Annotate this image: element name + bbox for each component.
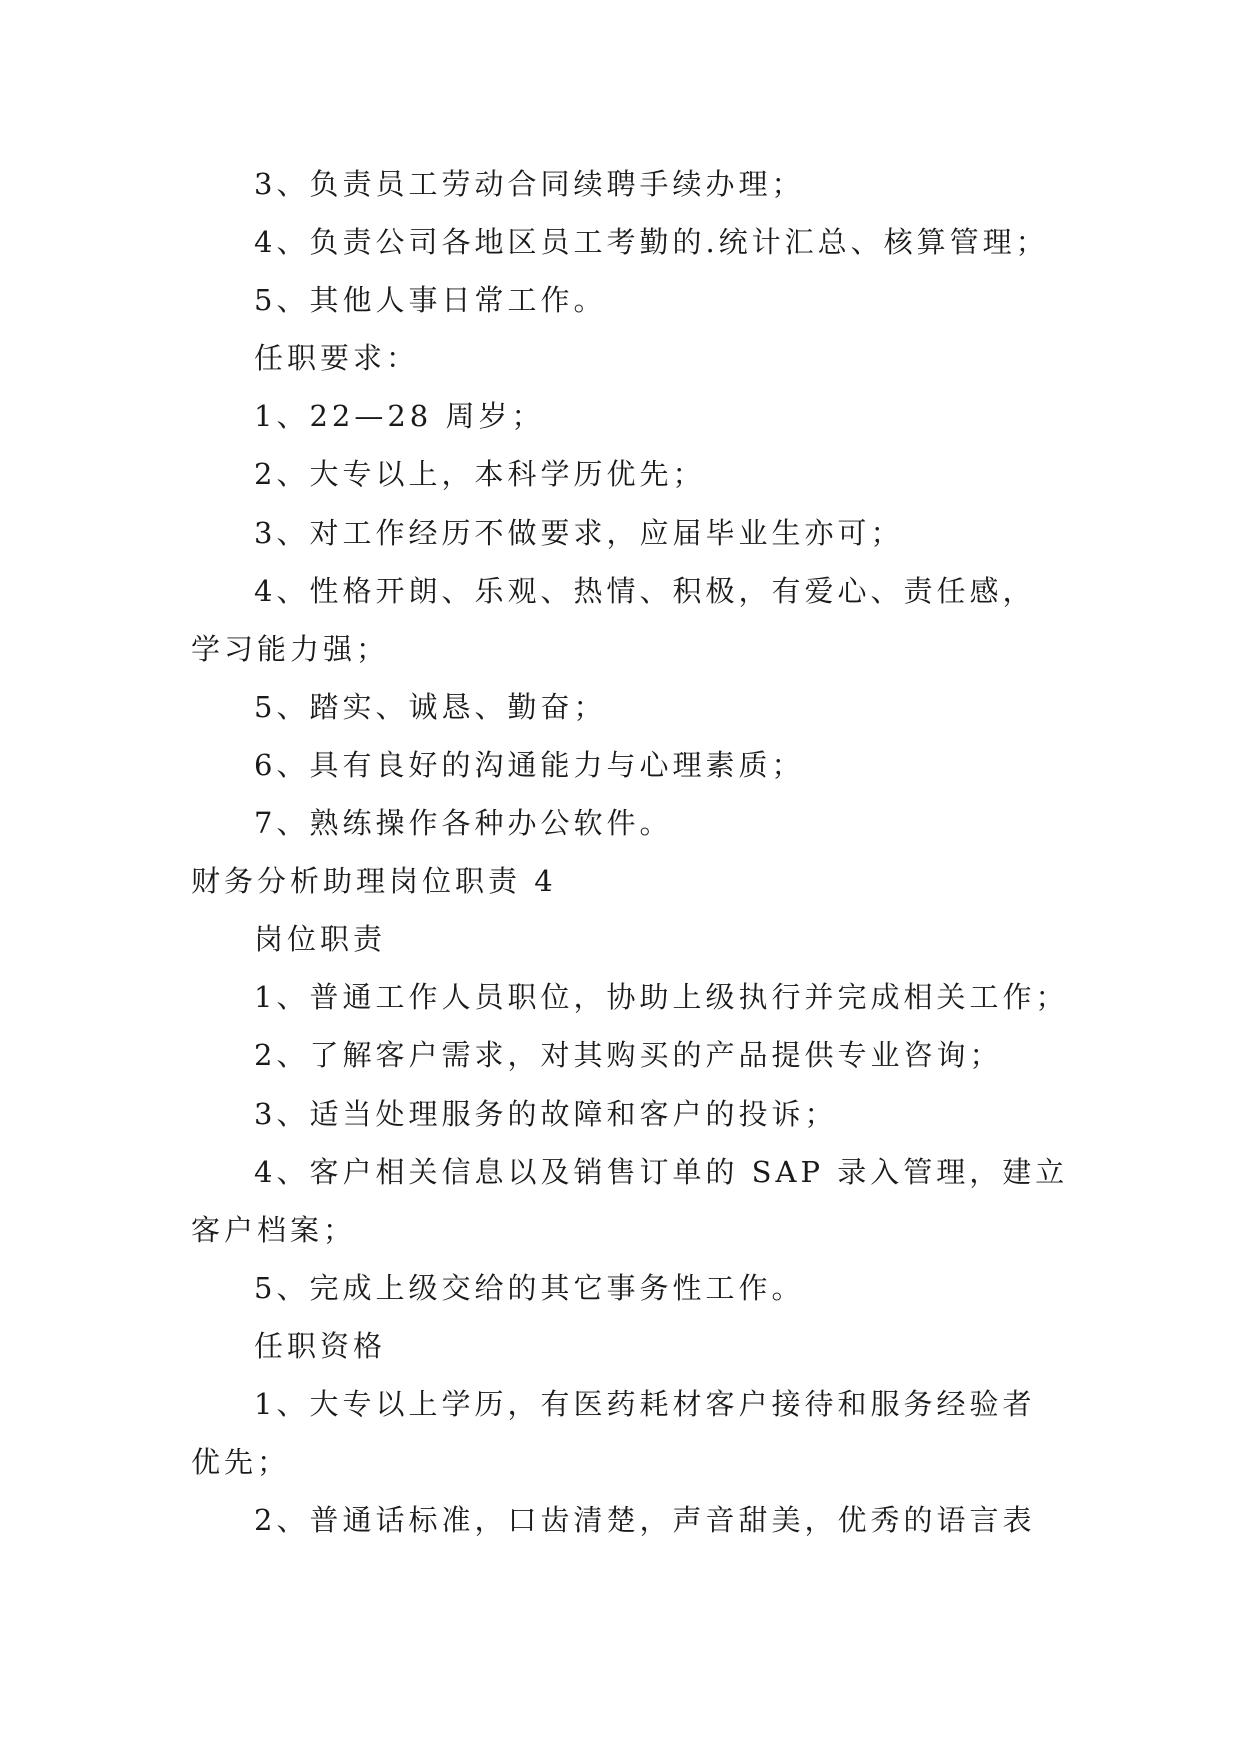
section-label: 任职要求： bbox=[254, 341, 420, 376]
text-line-continuation: 学习能力强； bbox=[191, 631, 390, 666]
text-line: 3、负责员工劳动合同续聘手续办理； bbox=[254, 167, 805, 201]
document-body bbox=[191, 155, 1071, 1549]
text-line: 3、对工作经历不做要求，应届毕业生亦可； bbox=[254, 515, 904, 550]
text-line: 1、大专以上学历，有医药耗材客户接待和服务经验者 bbox=[254, 1386, 1036, 1421]
text-line: 1、22—28 周岁； bbox=[254, 399, 545, 434]
text-line: 3、适当处理服务的故障和客户的投诉； bbox=[254, 1096, 838, 1131]
text-line: 4、性格开朗、乐观、热情、积极，有爱心、责任感， bbox=[254, 573, 1036, 608]
section-heading: 财务分析助理岗位职责 4 bbox=[191, 864, 557, 899]
text-line: 1、普通工作人员职位，协助上级执行并完成相关工作； bbox=[254, 980, 1069, 1015]
text-line-continuation: 优先； bbox=[191, 1445, 291, 1480]
text-line: 7、熟练操作各种办公软件。 bbox=[254, 806, 673, 841]
text-line: 5、踏实、诚恳、勤奋； bbox=[254, 689, 607, 724]
text-line: 4、客户相关信息以及销售订单的 SAP 录入管理，建立 bbox=[254, 1154, 1069, 1189]
text-line: 6、具有良好的沟通能力与心理素质； bbox=[254, 747, 805, 782]
text-line: 2、了解客户需求，对其购买的产品提供专业咨询； bbox=[254, 1038, 1003, 1073]
section-label: 任职资格 bbox=[254, 1328, 387, 1363]
text-line: 5、其他人事日常工作。 bbox=[254, 283, 607, 318]
text-line: 5、完成上级交给的其它事务性工作。 bbox=[254, 1270, 805, 1305]
text-line: 2、大专以上，本科学历优先； bbox=[254, 457, 706, 492]
text-line: 4、负责公司各地区员工考勤的.统计汇总、核算管理； bbox=[254, 225, 1049, 260]
text-line: 2、普通话标准，口齿清楚，声音甜美，优秀的语言表 bbox=[254, 1503, 1036, 1538]
text-line-continuation: 客户档案； bbox=[191, 1212, 357, 1247]
section-label: 岗位职责 bbox=[254, 922, 387, 957]
